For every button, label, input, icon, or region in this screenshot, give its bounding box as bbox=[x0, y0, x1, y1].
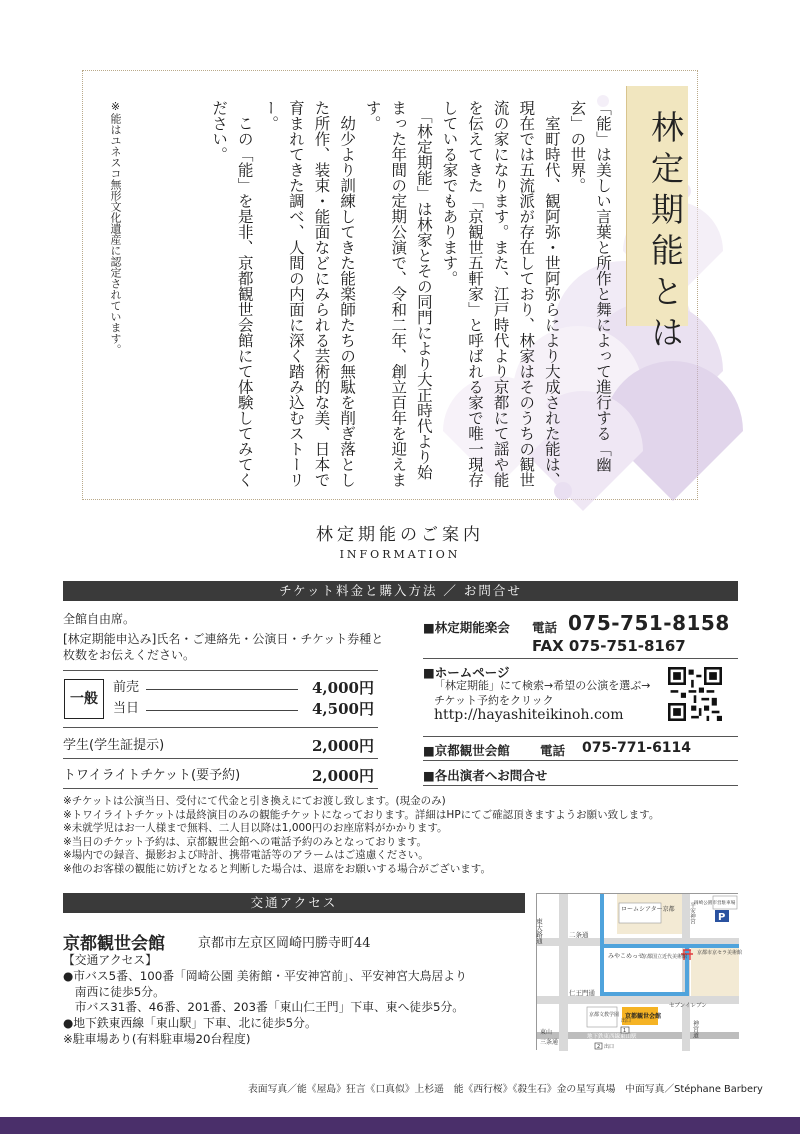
map-label: セブンイレブン bbox=[669, 1003, 707, 1009]
hall-tel-label: 電話 bbox=[540, 743, 566, 758]
twilight-label: トワイライトチケット(要予約) bbox=[63, 768, 241, 783]
map-label: 岡崎公園市営駐車場 bbox=[694, 901, 736, 906]
map-label: 神宮道 bbox=[691, 1020, 699, 1038]
map-label: P bbox=[718, 912, 726, 923]
apply-text: [林定期能申込み]氏名・ご連絡先・公演日・チケット券種と bbox=[63, 632, 384, 646]
homepage-url[interactable]: http://hayashiteikinoh.com bbox=[434, 707, 624, 723]
access-line: ※駐車場あり(有料駐車場20台程度) bbox=[63, 1031, 251, 1046]
performers-contact: ■各出演者へお問合せ bbox=[423, 768, 548, 783]
photo-credits: 表面写真／能《屋島》狂言《口真似》上杉遥 能《西行桜》《殺生石》金の星写真場 中面写真／Stéphane Barbery bbox=[248, 1084, 763, 1095]
map-label: 京都市京セラ美術館 bbox=[697, 950, 743, 956]
ticket-section-bar: チケット料金と購入方法 ／ お問合せ bbox=[63, 581, 738, 601]
map-label: ロームシアター京都 bbox=[621, 906, 675, 913]
homepage-instruction: 「林定期能」にて検索→希望の公演を選ぶ→ bbox=[434, 679, 651, 692]
seating-text: 全館自由席。 bbox=[63, 612, 136, 626]
map-label: 京都観世会館 bbox=[625, 1013, 662, 1020]
homepage-label: ■ホームページ bbox=[423, 665, 510, 680]
map-label: 平安神宮 bbox=[689, 902, 695, 924]
advance-label: 前売 bbox=[113, 680, 140, 695]
map-label: 出口 bbox=[604, 1044, 615, 1050]
access-heading: 【交通アクセス】 bbox=[63, 953, 158, 967]
leader-line bbox=[146, 689, 298, 690]
footer-band bbox=[0, 1117, 800, 1134]
access-map[interactable] bbox=[535, 893, 743, 1050]
unesco-note: ※能はユネスコ無形文化遺産に認定されています。 bbox=[109, 100, 122, 355]
intro-paragraph: 室町時代、観阿弥・世阿弥らにより大成された能は、現在では五流派が存在しており、林家はそのうちの観世流の家になります。また、江戸時代より京都にて謡や能を伝えてきた「京観世五軒家」と呼ばれる家で唯一現存している家でもあります。 bbox=[440, 100, 561, 488]
note-item: ※他のお客様の観能に妨げとなると判断した場合は、退席をお願いする場合がございます。 bbox=[63, 862, 491, 875]
divider bbox=[63, 788, 378, 789]
note-item: ※当日のチケット予約は、京都観世会館への電話予約のみとなっております。 bbox=[63, 835, 428, 848]
divider bbox=[423, 658, 738, 659]
intro-title: 林定期能とは bbox=[646, 110, 685, 356]
access-line: 南西に徒歩5分。 bbox=[63, 984, 165, 999]
intro-paragraph: この「能」を是非、京都観世会館にて体験してみてください。 bbox=[210, 100, 254, 488]
note-item: ※未就学児はお一人様まで無料、二人目以降は1,000円のお座席料がかかります。 bbox=[63, 822, 448, 835]
ticket-notes bbox=[63, 795, 659, 877]
map-label: 出口 bbox=[621, 1018, 632, 1024]
map-graphic bbox=[535, 894, 743, 1051]
divider bbox=[63, 727, 378, 728]
note-item: ※場内での録音、撮影および時計、携帯電話等のアラームはご遠慮ください。 bbox=[63, 849, 429, 862]
assoc-fax: FAX 075-751-8167 bbox=[532, 637, 686, 655]
apply-text: 枚数をお伝えください。 bbox=[63, 648, 196, 662]
divider bbox=[423, 785, 738, 786]
assoc-label: ■林定期能楽会 bbox=[423, 620, 510, 635]
intro-paragraph: 「能」は美しい言葉と所作と舞によって進行する「幽玄」の世界。 bbox=[568, 100, 612, 472]
map-label: 二条通 bbox=[569, 931, 589, 939]
divider bbox=[63, 758, 378, 759]
student-price: 2,000円 bbox=[312, 737, 374, 755]
hall-tel[interactable]: 075-771-6114 bbox=[582, 740, 692, 756]
note-item: ※トワイライトチケットは最終演目のみの観能チケットになっております。詳細はHPにてご確認頂きますようお願い致します。 bbox=[63, 808, 660, 821]
access-line: ●地下鉄東西線「東山駅」下車、北に徒歩5分。 bbox=[63, 1016, 317, 1031]
venue-name: 京都観世会館 bbox=[63, 934, 165, 954]
assoc-tel[interactable]: 075-751-8158 bbox=[568, 611, 730, 635]
sameday-price: 4,500円 bbox=[312, 700, 374, 718]
access-line: 市バス31番、46番、201番、203番「東山仁王門」下車、東へ徒歩5分。 bbox=[63, 1000, 465, 1015]
intro-paragraph: 幼少より訓練してきた能楽師たちの無駄を削ぎ落とした所作、装束・能面などにみられる芸術的な美、日本で育まれてきた調べ、人間の内面に深く踏み込むストーリー。 bbox=[261, 100, 357, 488]
street-higashioji bbox=[559, 894, 568, 1051]
map-label: 京都文教学園 bbox=[589, 1012, 620, 1018]
note-item: ※チケットは公演当日、受付にて代金と引き換えにてお渡し致します。(現金のみ) bbox=[63, 795, 446, 807]
map-label: 京都国立近代美術館 bbox=[642, 954, 688, 960]
map-label: 仁王門通 bbox=[569, 989, 595, 997]
homepage-instruction: チケット予約をクリック bbox=[434, 694, 554, 707]
map-label: 東山 bbox=[540, 1029, 553, 1036]
leader-line bbox=[146, 710, 298, 711]
info-subtitle: INFORMATION bbox=[339, 548, 461, 561]
divider bbox=[423, 760, 738, 761]
divider bbox=[63, 670, 378, 671]
hall-label: ■京都観世会館 bbox=[423, 743, 510, 758]
intro-body bbox=[150, 100, 615, 490]
map-label: 東大路通 bbox=[535, 918, 543, 944]
access-info bbox=[63, 953, 467, 1048]
map-label: 1 bbox=[623, 1028, 627, 1034]
student-label: 学生(学生証提示) bbox=[63, 738, 165, 753]
access-line: ●市バス5番、100番「岡崎公園 美術館・平安神宮前」、平安神宮大鳥居より bbox=[63, 968, 467, 983]
map-label: 地下鉄東西線東山駅 bbox=[587, 1034, 637, 1040]
qr-code[interactable] bbox=[668, 667, 722, 721]
general-label: 一般 bbox=[64, 679, 104, 719]
intro-paragraph: 「林定期能」は林家とその同門により大正時代より始まった年間の定期公演で、令和二年、創立百年を迎えます。 bbox=[363, 100, 433, 488]
divider bbox=[423, 736, 738, 737]
advance-price: 4,000円 bbox=[312, 679, 374, 697]
access-section-bar: 交通アクセス bbox=[63, 893, 525, 913]
tel-label: 電話 bbox=[532, 620, 558, 635]
info-title: 林定期能のご案内 bbox=[316, 525, 484, 545]
map-label: 2 bbox=[597, 1044, 601, 1050]
map-label: みやこめっせ bbox=[608, 953, 644, 960]
twilight-price: 2,000円 bbox=[312, 767, 374, 785]
map-label: 三条通 bbox=[540, 1039, 559, 1046]
venue-address: 京都市左京区岡崎円勝寺町44 bbox=[198, 936, 371, 951]
sameday-label: 当日 bbox=[113, 701, 140, 716]
